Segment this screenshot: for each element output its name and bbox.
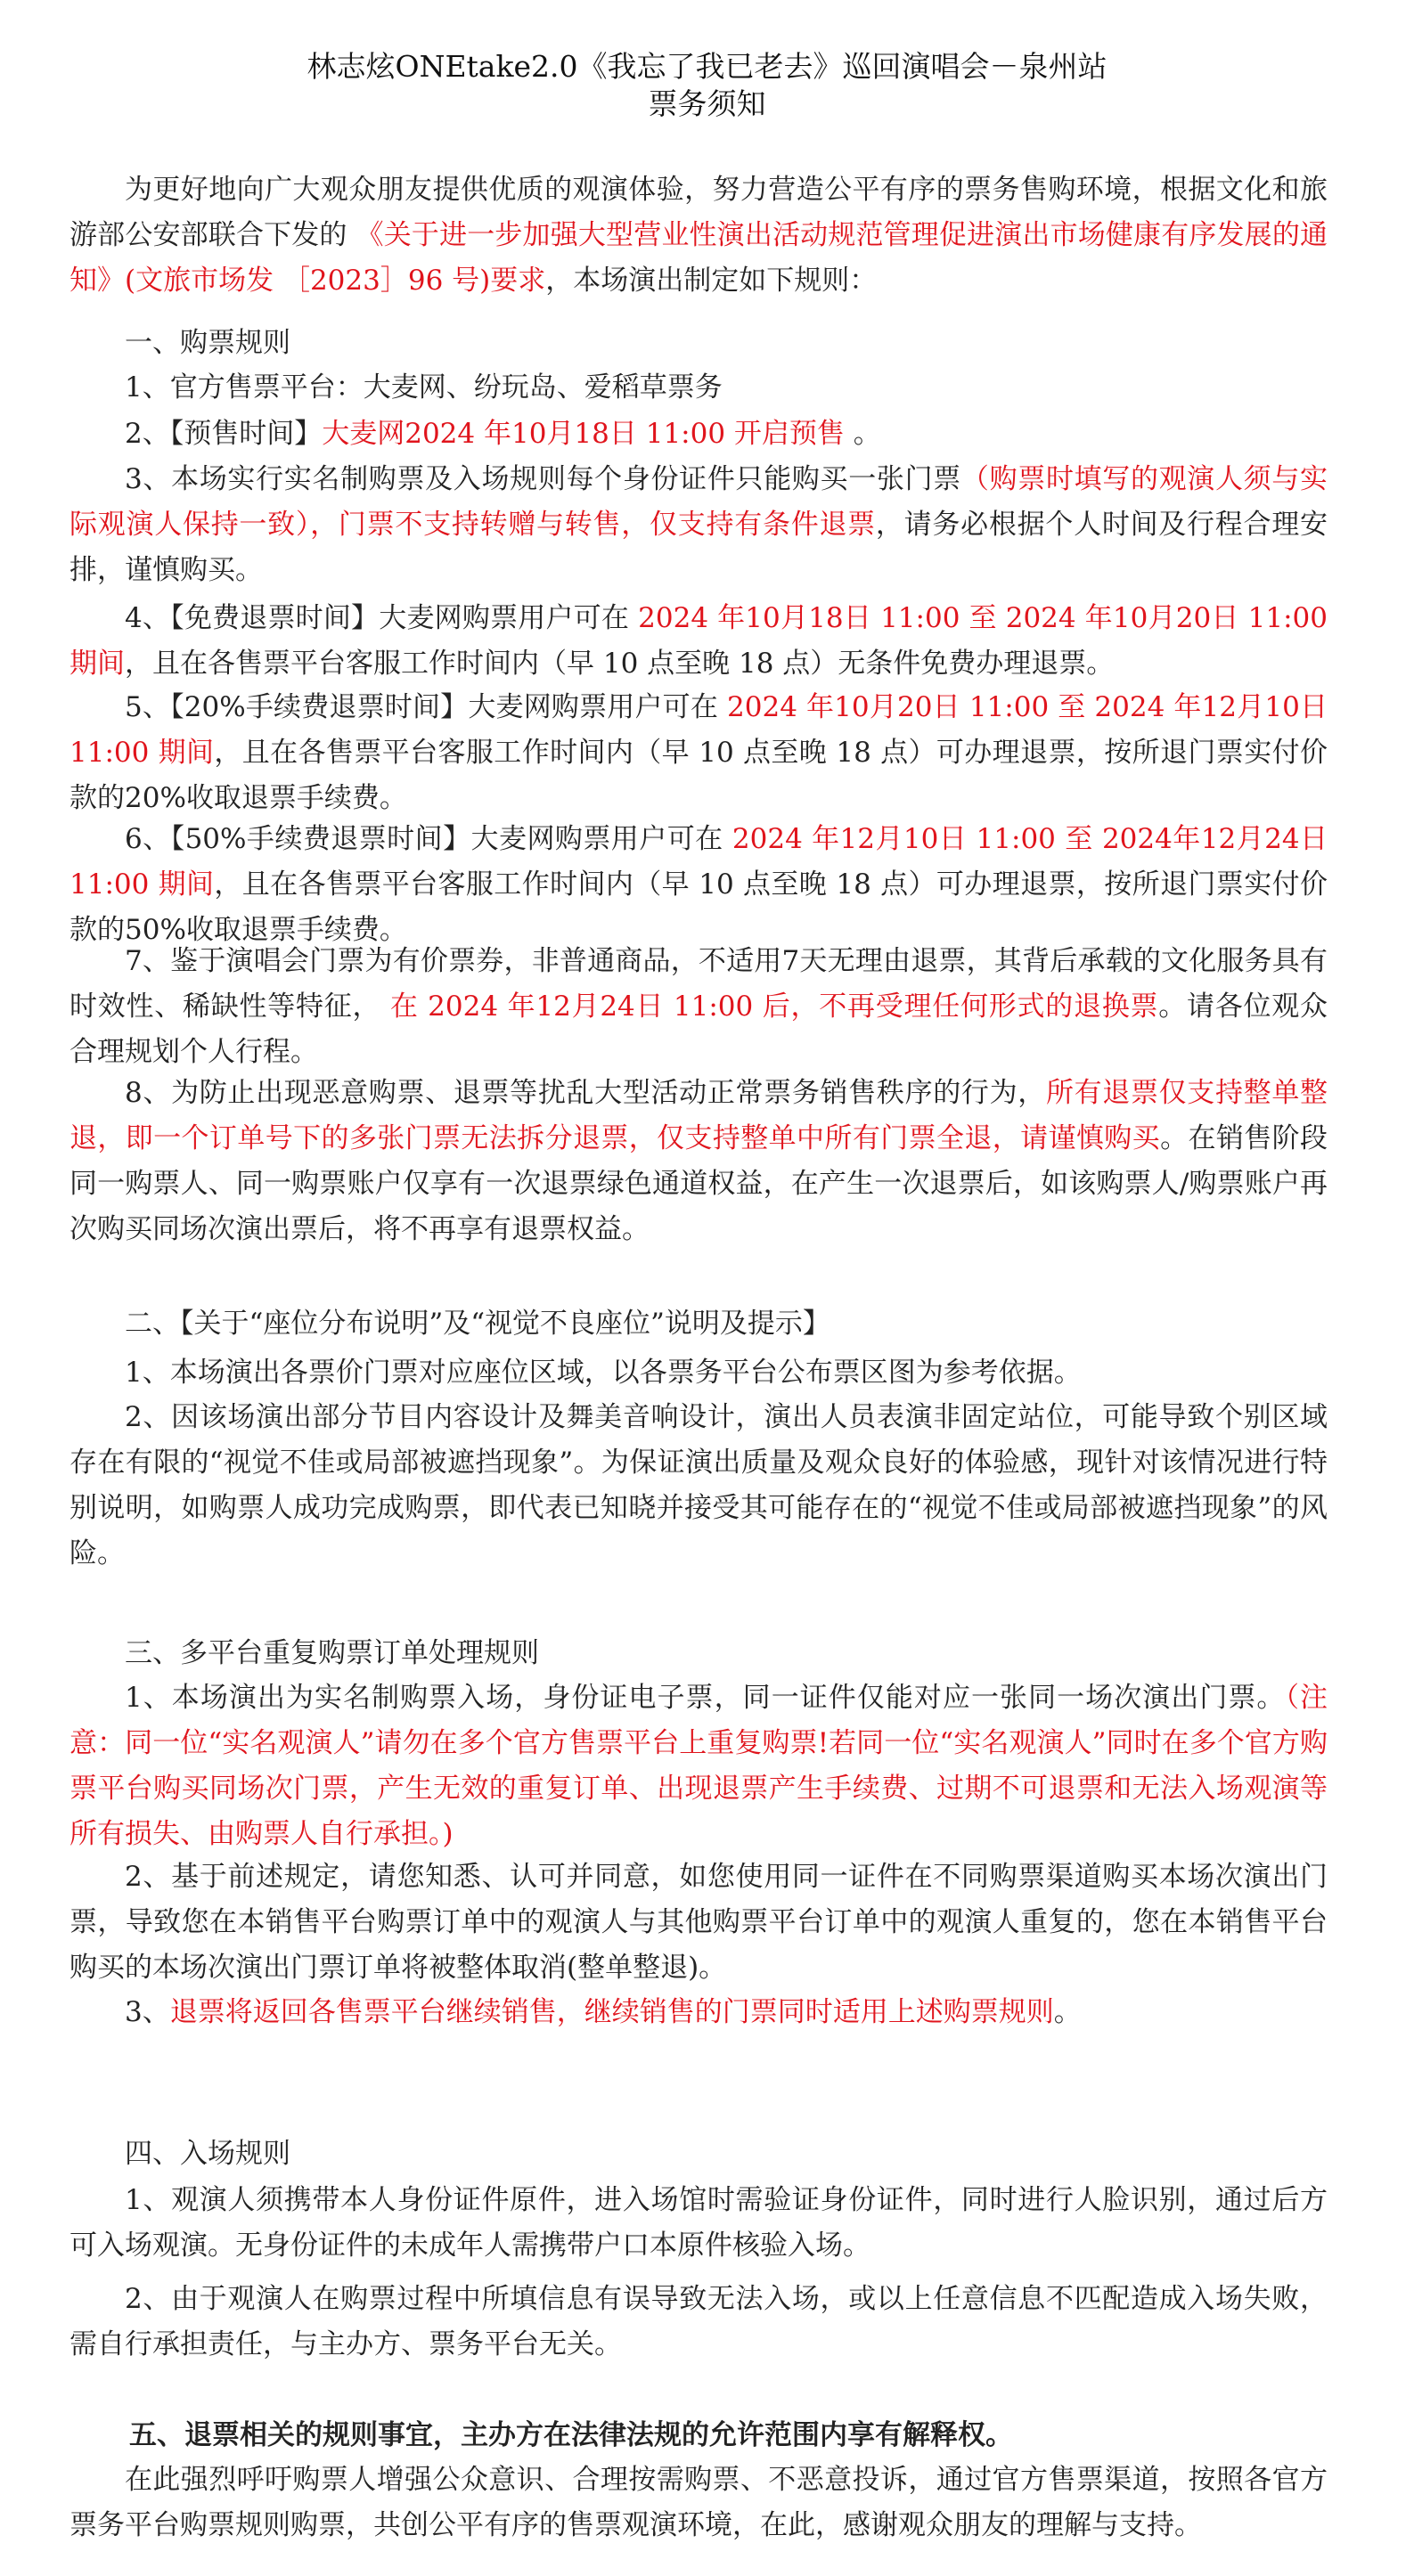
paragraph bbox=[69, 167, 1328, 304]
text-run: 一、购票规则 bbox=[125, 327, 290, 359]
text-run: 2、由于观演人在购票过程中所填信息有误导致无法入场，或以上任意信息不匹配造成入场失败，需自行承担责任，与主办方、票务平台无关。 bbox=[69, 2283, 1328, 2360]
highlighted-text: 2024 年12月10日 11:00 至 2024年12月24日 11:00 期间 bbox=[69, 823, 1328, 901]
text-run: 3、 bbox=[125, 1996, 170, 2028]
document-title: 林志炫ONEtake2.0《我忘了我已老去》巡回演唱会－泉州站 bbox=[307, 49, 1107, 84]
text-run: 。请各位观众合理规划个人行程。 bbox=[69, 990, 1328, 1068]
text-run: 8、为防止出现恶意购票、退票等扰乱大型活动正常票务销售秩序的行为， bbox=[125, 1077, 1046, 1109]
paragraph bbox=[69, 1675, 1328, 1857]
text-run: 2、【预售时间】 bbox=[125, 418, 323, 450]
text-run: 为更好地向广大观众朋友提供优质的观演体验，努力营造公平有序的票务售购环境，根据文化和旅游部公安部联合下发的 bbox=[69, 174, 1328, 251]
text-run: 。 bbox=[844, 418, 881, 450]
paragraph bbox=[69, 2277, 1328, 2368]
text-run: 1、观演人须携带本人身份证件原件，进入场馆时需验证身份证件，同时进行人脸识别，通过后方可入场观演。无身份证件的未成年人需携带户口本原件核验入场。 bbox=[69, 2184, 1328, 2262]
text-run: 5、【20%手续费退票时间】大麦网购票用户可在 bbox=[125, 691, 728, 723]
paragraph bbox=[69, 1855, 1328, 1991]
text-run: 。 bbox=[1053, 1996, 1082, 2028]
text-run: 1、本场演出为实名制购票入场，身份证电子票，同一证件仅能对应一张同一场次演出门票。 bbox=[125, 1682, 1286, 1714]
paragraph bbox=[69, 2178, 1328, 2269]
section-heading bbox=[125, 2132, 1283, 2177]
paragraph bbox=[69, 412, 1328, 457]
text-run: 2、因该场演出部分节目内容设计及舞美音响设计，演出人员表演非固定站位，可能导致个别区域存在有限的“视觉不佳或局部被遮挡现象”。为保证演出质量及观众良好的体验感，现针对该情况进行特别说明，如购票人成功完成购票，即代表已知晓并接受其可能存在的“视觉不佳或局部被遮挡现象”的风险。 bbox=[69, 1401, 1328, 1569]
text-run: 7、鉴于演唱会门票为有价票券，非普通商品，不适用7天无理由退票，其背后承载的文化服务具有时效性、稀缺性等特征， bbox=[69, 945, 1328, 1023]
section-heading bbox=[125, 321, 1283, 366]
text-run: 6、【50%手续费退票时间】大麦网购票用户可在 bbox=[125, 823, 732, 855]
text-run: 1、本场演出各票价门票对应座位区域，以各票务平台公布票区图为参考依据。 bbox=[125, 1357, 1082, 1389]
paragraph bbox=[69, 685, 1328, 821]
text-run: ，且在各售票平台客服工作时间内（早 10 点至晚 18 点）可办理退票，按所退门票实付价款的50%收取退票手续费。 bbox=[69, 868, 1328, 946]
highlighted-text: 《关于进一步加强大型营业性演出活动规范管理促进演出市场健康有序发展的通知》(文旅市场发 ［2023］96 号)要求 bbox=[69, 219, 1328, 297]
text-run: 1、官方售票平台：大麦网、纷玩岛、爱稻草票务 bbox=[125, 371, 723, 404]
text-run: 二、【关于“座位分布说明”及“视觉不良座位”说明及提示】 bbox=[125, 1308, 830, 1340]
paragraph bbox=[69, 596, 1328, 687]
paragraph bbox=[69, 2458, 1328, 2548]
paragraph bbox=[69, 365, 1328, 411]
text-run: 2、基于前述规定，请您知悉、认可并同意，如您使用同一证件在不同购票渠道购买本场次演出门票，导致您在本销售平台购票订单中的观演人与其他购票平台订单中的观演人重复的，您在本销售平台购买的本场次演出门票订单将被整体取消(整单整退)。 bbox=[69, 1861, 1328, 1984]
paragraph bbox=[69, 1350, 1328, 1396]
paragraph bbox=[69, 457, 1328, 593]
text-run: 3、本场实行实名制购票及入场规则每个身份证件只能购买一张门票 bbox=[125, 463, 961, 495]
paragraph bbox=[69, 1071, 1328, 1252]
text-run: ，且在各售票平台客服工作时间内（早 10 点至晚 18 点）无条件免费办理退票。 bbox=[125, 648, 1115, 680]
highlighted-text: 大麦网2024 年10月18日 11:00 开启预售 bbox=[322, 418, 845, 450]
section-heading bbox=[125, 1301, 1283, 1347]
section-heading bbox=[125, 1631, 1283, 1676]
highlighted-text: （购票时填写的观演人须与实际观演人保持一致），门票不支持转赠与转售，仅支持有条件退票 bbox=[69, 463, 1328, 541]
text-run: ，请务必根据个人时间及行程合理安排，谨慎购买。 bbox=[69, 509, 1328, 586]
text-run: 四、入场规则 bbox=[125, 2138, 290, 2170]
paragraph bbox=[69, 939, 1328, 1075]
text-run: ，本场演出制定如下规则： bbox=[545, 265, 878, 297]
section-heading bbox=[129, 2413, 1287, 2458]
highlighted-text: 退票将返回各售票平台继续销售，继续销售的门票同时适用上述购票规则 bbox=[169, 1996, 1054, 2028]
text-run: 。在销售阶段同一购票人、同一购票账户仅享有一次退票绿色通道权益，在产生一次退票后，如该购票人/购票账户再次购买同场次演出票后，将不再享有退票权益。 bbox=[69, 1122, 1328, 1245]
text-run: ，且在各售票平台客服工作时间内（早 10 点至晚 18 点）可办理退票，按所退门票实付价款的20%收取退票手续费。 bbox=[69, 737, 1328, 814]
highlighted-text: 在 2024 年12月24日 11:00 后，不再受理任何形式的退换票 bbox=[389, 990, 1159, 1023]
text-run: 4、【免费退票时间】大麦网购票用户可在 bbox=[125, 602, 639, 634]
highlighted-text: 所有退票仅支持整单整退，即一个订单号下的多张门票无法拆分退票，仅支持整单中所有门票全退，请谨慎购买 bbox=[69, 1077, 1328, 1154]
highlighted-text: 2024 年10月20日 11:00 至 2024 年12月10日 11:00 期间 bbox=[69, 691, 1328, 769]
text-run: 三、多平台重复购票订单处理规则 bbox=[125, 1637, 539, 1669]
paragraph bbox=[69, 1395, 1328, 1577]
highlighted-text: （注意：同一位“实名观演人”请勿在多个官方售票平台上重复购票!若同一位“实名观演人”同时在多个官方购票平台购买同场次门票，产生无效的重复订单、出现退票产生手续费、过期不可退票和无法入场观演等所有损失、由购票人自行承担。) bbox=[69, 1682, 1328, 1850]
paragraph bbox=[69, 817, 1328, 953]
paragraph bbox=[69, 1990, 1328, 2035]
text-run: 五、退票相关的规则事宜，主办方在法律法规的允许范围内享有解释权。 bbox=[129, 2419, 1013, 2451]
text-run: 在此强烈呼吁购票人增强公众意识、合理按需购票、不恶意投诉，通过官方售票渠道，按照各官方票务平台购票规则购票，共创公平有序的售票观演环境，在此，感谢观众朋友的理解与支持。 bbox=[69, 2464, 1328, 2541]
highlighted-text: 2024 年10月18日 11:00 至 2024 年10月20日 11:00 期间 bbox=[69, 602, 1328, 680]
document-subtitle: 票务须知 bbox=[648, 86, 766, 121]
